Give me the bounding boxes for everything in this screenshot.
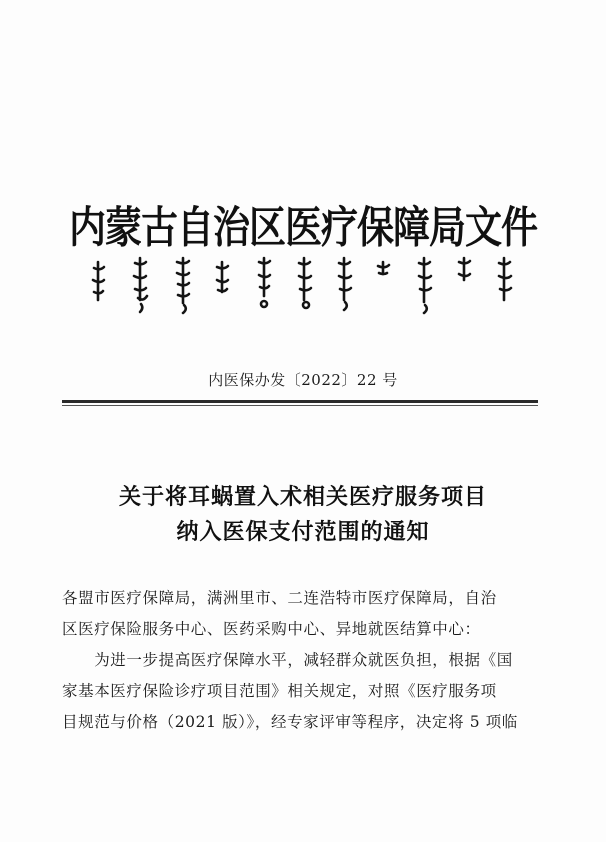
issuer-title: 内蒙古自治区医疗保障局文件	[69, 202, 537, 254]
body-line-3: 为进一步提高医疗保障水平，减轻群众就医负担，根据《国	[62, 651, 513, 669]
notice-title-line-1: 关于将耳蜗置入术相关医疗服务项目	[118, 485, 487, 510]
body-line-5: 目规范与价格（2021 版）》，经专家评审等程序，决定将 5 项临	[62, 713, 518, 731]
document-number: 内医保办发〔2022〕22 号	[208, 371, 398, 389]
header-divider-thick	[62, 400, 538, 403]
notice-title-line-2: 纳入医保支付范围的通知	[176, 520, 430, 545]
body-line-1: 各盟市医疗保障局，满洲里市、二连浩特市医疗保障局，自治	[62, 589, 497, 607]
body-line-4: 家基本医疗保险诊疗项目范围》相关规定，对照《医疗服务项	[62, 682, 497, 700]
header-divider-thin	[62, 405, 538, 406]
body-line-2: 区医疗保险服务中心、医药采购中心、异地就医结算中心：	[62, 620, 481, 638]
